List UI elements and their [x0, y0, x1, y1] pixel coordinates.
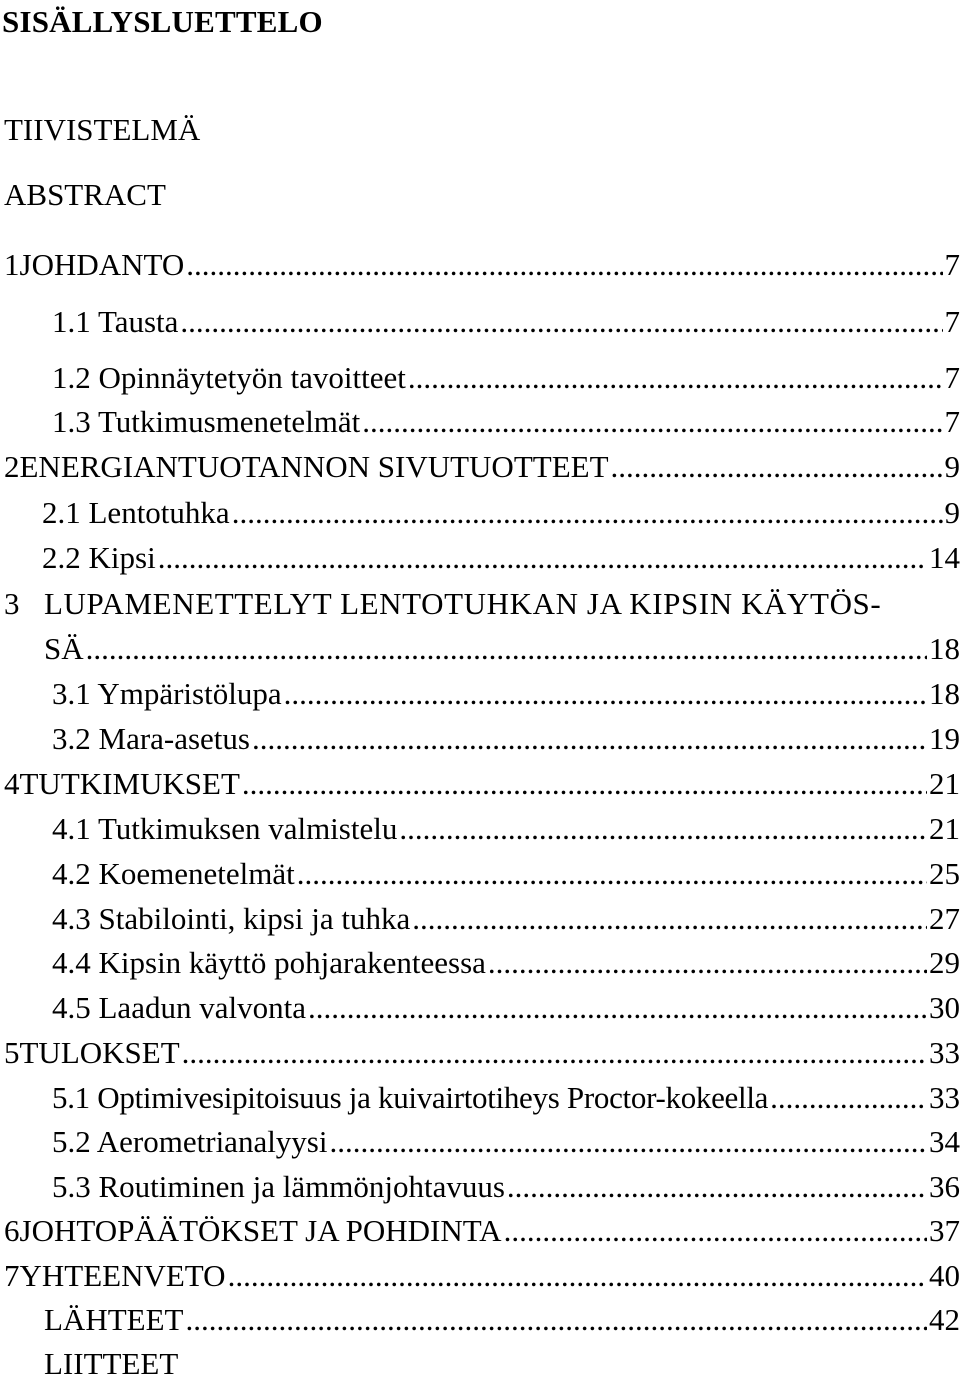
dot-leader	[158, 536, 927, 574]
entry-label: 5.1 Optimivesipitoisuus ja kuivairtotiheys Proctor-kokeella	[52, 1076, 768, 1120]
entry-page-number: 21	[929, 762, 960, 806]
entry-label: JOHTOPÄÄTÖKSET JA POHDINTA	[20, 1209, 502, 1253]
entry-label: 1.3 Tutkimusmenetelmät	[52, 400, 360, 444]
dot-leader	[330, 1120, 928, 1158]
entry-page-number: 34	[929, 1120, 960, 1164]
entry-label: 2.2 Kipsi	[42, 536, 156, 580]
toc-entry-section[interactable]	[52, 300, 960, 344]
entry-label: LUPAMENETTELYT LENTOTUHKAN JA KIPSIN KÄYTÖS-	[44, 586, 881, 621]
toc-entry-section[interactable]	[52, 897, 960, 941]
entry-page-number: 7	[945, 300, 960, 344]
entry-page-number: 37	[929, 1209, 960, 1253]
dot-leader	[412, 897, 927, 935]
entry-page-number: 40	[929, 1254, 960, 1298]
entry-number: 7	[4, 1254, 20, 1298]
entry-label: TULOKSET	[20, 1031, 180, 1075]
entry-page-number: 18	[929, 672, 960, 716]
front-matter-abstract: ABSTRACT	[4, 173, 166, 217]
dot-leader	[308, 986, 927, 1024]
entry-page-number: 9	[945, 491, 960, 535]
dot-leader	[182, 1031, 927, 1069]
entry-label: 4.5 Laadun valvonta	[52, 986, 306, 1030]
dot-leader	[232, 491, 943, 529]
entry-label: 4.3 Stabilointi, kipsi ja tuhka	[52, 897, 410, 941]
entry-number: 6	[4, 1209, 20, 1253]
dot-leader	[770, 1076, 927, 1114]
entry-label: 4.1 Tutkimuksen valmistelu	[52, 807, 397, 851]
entry-page-number: 7	[945, 400, 960, 444]
toc-entry-references[interactable]	[44, 1298, 960, 1342]
entry-label: TUTKIMUKSET	[20, 762, 240, 806]
dot-leader	[228, 1254, 927, 1292]
dot-leader	[185, 1298, 927, 1336]
entry-page-number: 7	[945, 356, 960, 400]
entry-page-number: 18	[929, 627, 960, 671]
entry-page-number: 33	[929, 1076, 960, 1120]
toc-entry-section[interactable]	[52, 941, 960, 985]
dot-leader	[611, 445, 943, 483]
entry-page-number: 36	[929, 1165, 960, 1209]
toc-entry-chapter-line2[interactable]	[44, 627, 960, 671]
toc-entry-section[interactable]	[52, 400, 960, 444]
entry-page-number: 33	[929, 1031, 960, 1075]
toc-entry-section[interactable]	[52, 356, 960, 400]
dot-leader	[252, 717, 927, 755]
dot-leader	[362, 400, 942, 438]
toc-entry-section[interactable]	[52, 1165, 960, 1209]
entry-label: LIITTEET	[44, 1346, 178, 1381]
toc-entry-chapter[interactable]	[4, 445, 960, 489]
entry-label: 3.2 Mara-asetus	[52, 717, 250, 761]
dot-leader	[186, 243, 942, 281]
entry-page-number: 29	[929, 941, 960, 985]
toc-entry-chapter-line1[interactable]	[4, 582, 881, 626]
dot-leader	[242, 762, 927, 800]
entry-page-number: 19	[929, 717, 960, 761]
toc-entry-section[interactable]	[52, 852, 960, 896]
dot-leader	[488, 941, 927, 979]
front-matter-tiivistelma: TIIVISTELMÄ	[4, 108, 200, 152]
toc-entry-chapter[interactable]	[4, 243, 960, 287]
toc-entry-section[interactable]	[52, 807, 960, 851]
entry-number: 4	[4, 762, 20, 806]
entry-page-number: 7	[945, 243, 960, 287]
entry-label: 2.1 Lentotuhka	[42, 491, 230, 535]
dot-leader	[180, 300, 942, 338]
dot-leader	[284, 672, 927, 710]
entry-number: 5	[4, 1031, 20, 1075]
dot-leader	[408, 356, 943, 394]
dot-leader	[507, 1165, 927, 1203]
entry-label: ENERGIANTUOTANNON SIVUTUOTTEET	[20, 445, 609, 489]
toc-entry-chapter[interactable]	[4, 1031, 960, 1075]
toc-entry-appendices[interactable]	[44, 1342, 178, 1386]
entry-number: 3	[4, 582, 44, 626]
entry-page-number: 21	[929, 807, 960, 851]
entry-label: 3.1 Ympäristölupa	[52, 672, 282, 716]
entry-page-number: 14	[929, 536, 960, 580]
toc-entry-section[interactable]	[52, 986, 960, 1030]
toc-entry-chapter[interactable]	[4, 1209, 960, 1253]
entry-label: 4.2 Koemenetelmät	[52, 852, 295, 896]
entry-label: YHTEENVETO	[20, 1254, 226, 1298]
entry-label: 5.2 Aerometrianalyysi	[52, 1120, 328, 1164]
toc-entry-chapter[interactable]	[4, 762, 960, 806]
toc-entry-section[interactable]	[52, 1076, 960, 1120]
page-title: SISÄLLYSLUETTELO	[2, 0, 323, 44]
dot-leader	[504, 1209, 927, 1247]
entry-label: JOHDANTO	[20, 243, 185, 287]
entry-page-number: 42	[929, 1298, 960, 1342]
entry-page-number: 27	[929, 897, 960, 941]
toc-entry-chapter[interactable]	[4, 1254, 960, 1298]
toc-entry-section[interactable]	[52, 717, 960, 761]
entry-page-number: 25	[929, 852, 960, 896]
entry-label: LÄHTEET	[44, 1298, 183, 1342]
entry-label: 1.1 Tausta	[52, 300, 178, 344]
dot-leader	[86, 627, 927, 665]
toc-entry-section[interactable]	[52, 672, 960, 716]
entry-number: 2	[4, 445, 20, 489]
entry-number: 1	[4, 243, 20, 287]
entry-page-number: 9	[945, 445, 960, 489]
toc-entry-section[interactable]	[52, 1120, 960, 1164]
entry-label: SÄ	[44, 627, 84, 671]
toc-entry-section[interactable]	[42, 491, 960, 535]
entry-label: 1.2 Opinnäytetyön tavoitteet	[52, 356, 406, 400]
entry-label: 4.4 Kipsin käyttö pohjarakenteessa	[52, 941, 486, 985]
entry-label: 5.3 Routiminen ja lämmönjohtavuus	[52, 1165, 505, 1209]
entry-page-number: 30	[929, 986, 960, 1030]
dot-leader	[297, 852, 927, 890]
dot-leader	[399, 807, 927, 845]
toc-entry-section[interactable]	[42, 536, 960, 580]
